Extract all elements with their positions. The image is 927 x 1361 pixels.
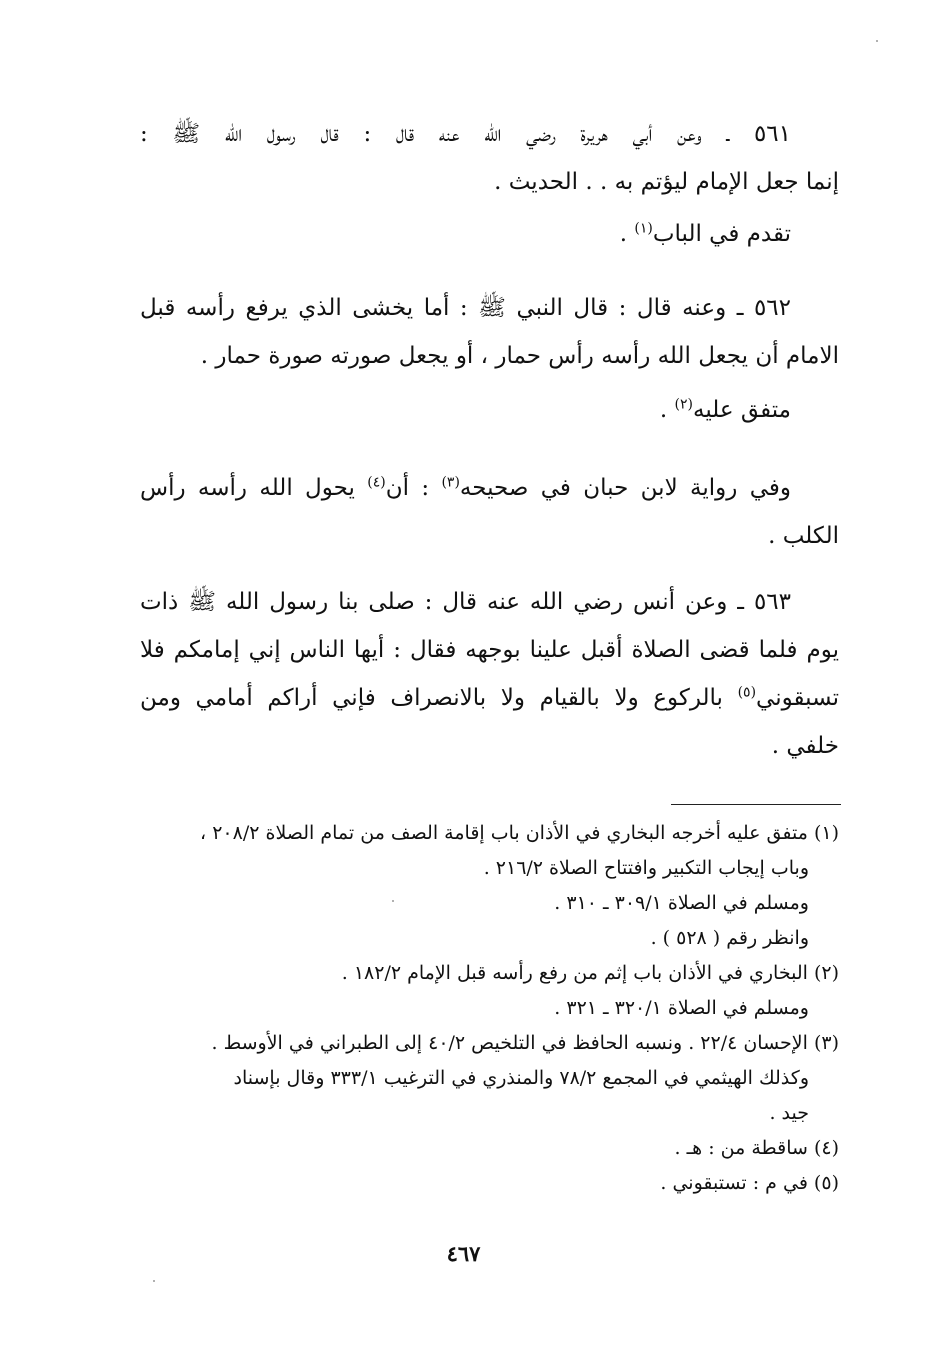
- scan-speck: [876, 40, 878, 42]
- footnote-ref: (٤): [367, 474, 386, 491]
- hadith-563-text-a: تسبقوني: [756, 685, 839, 711]
- footnote-3-cont: وكذلك الهيثمي في المجمع ٧٨/٢ والمنذري في الترغيب ٣٣٣/١ وقال بإسناد: [233, 1067, 809, 1089]
- hadith-563-line-1: ٥٦٣ ـ وعن أنس رضي الله عنه قال : صلى بنا رسول الله ﷺ ذات: [140, 589, 791, 615]
- source-text: تقدم في الباب: [652, 221, 791, 247]
- hadith-563-line-2: يوم فلما قضى الصلاة أقبل علينا بوجهه فقال : أيها الناس إني إمامكم فلا: [140, 637, 839, 663]
- variant-text-3: يحول الله رأسه رأس: [140, 475, 368, 501]
- footnotes: [140, 816, 839, 1201]
- footnote-5: (٥) في م : تستبقوني .: [660, 1172, 839, 1194]
- footnote-ref: (١): [634, 220, 653, 237]
- variant-text-2: : أن: [385, 475, 442, 501]
- variant-line-1: [140, 464, 839, 512]
- footnote-2-cont: ومسلم في الصلاة ٣٢٠/١ ـ ٣٢١ .: [554, 997, 809, 1019]
- variant-line-2: الكلب .: [768, 523, 839, 549]
- hadith-562-source: [140, 386, 839, 434]
- footnote-4: (٤) ساقطة من : هـ .: [674, 1137, 839, 1159]
- hadith-562: [140, 284, 839, 434]
- source-text: متفق عليه: [693, 397, 791, 423]
- scan-speck: [153, 1280, 155, 1282]
- hadith-563-line-4: خلفي .: [771, 733, 839, 759]
- footnote-ref: (٣): [441, 474, 460, 491]
- hadith-561-line-1: ٥٦١ ـ وعن أبي هريرة رضي الله عنه قال : قال رسول الله ﷺ :: [140, 121, 791, 147]
- variant-text-1: وفي رواية لابن حبان في صحيحه: [459, 475, 791, 501]
- footnote-ref: (٢): [674, 396, 693, 413]
- footnote-1-cont: وباب إيجاب التكبير وافتتاح الصلاة ٢١٦/٢ .: [483, 857, 809, 879]
- source-end: .: [659, 397, 675, 423]
- hadith-563-text-b: بالركوع ولا بالقيام ولا بالانصراف فإني أراكم أمامي ومن: [140, 685, 738, 711]
- hadith-562-line-1: ٥٦٢ ـ وعنه قال : قال النبي ﷺ : أما يخشى الذي يرفع رأسه قبل: [140, 295, 791, 321]
- hadith-562-line-2: الامام أن يجعل الله رأسه رأس حمار ، أو يجعل صورته صورة حمار .: [200, 343, 839, 369]
- hadith-561-source: [140, 210, 839, 258]
- hadith-561: [140, 110, 839, 258]
- footnote-3-cont: جيد .: [769, 1102, 809, 1124]
- source-end: .: [619, 221, 635, 247]
- footnote-ref: (٥): [737, 684, 757, 701]
- scan-speck: [392, 900, 394, 902]
- footnote-2: (٢) البخاري في الأذان باب إثم من رفع رأسه قبل الإمام ١٨٢/٢ .: [341, 962, 839, 984]
- footnote-separator: [671, 804, 841, 805]
- footnote-1: (١) متفق عليه أخرجه البخاري في الأذان باب إقامة الصف من تمام الصلاة ٢٠٨/٢ ،: [200, 822, 839, 844]
- footnote-1-cont: وانظر رقم ( ٥٢٨ ) .: [650, 927, 809, 949]
- footnote-3: (٣) الإحسان ٢٢/٤ . ونسبه الحافظ في التلخيص ٤٠/٢ إلى الطبراني في الأوسط .: [211, 1032, 839, 1054]
- page-number: ٤٦٧: [446, 1241, 481, 1266]
- hadith-561-line-2: إنما جعل الإمام ليؤتم به . . الحديث .: [494, 169, 839, 195]
- variant-narration: [140, 464, 839, 560]
- hadith-563-line-3: [140, 674, 839, 722]
- hadith-563: [140, 578, 839, 770]
- footnote-1-cont: ومسلم في الصلاة ٣٠٩/١ ـ ٣١٠ .: [554, 892, 809, 914]
